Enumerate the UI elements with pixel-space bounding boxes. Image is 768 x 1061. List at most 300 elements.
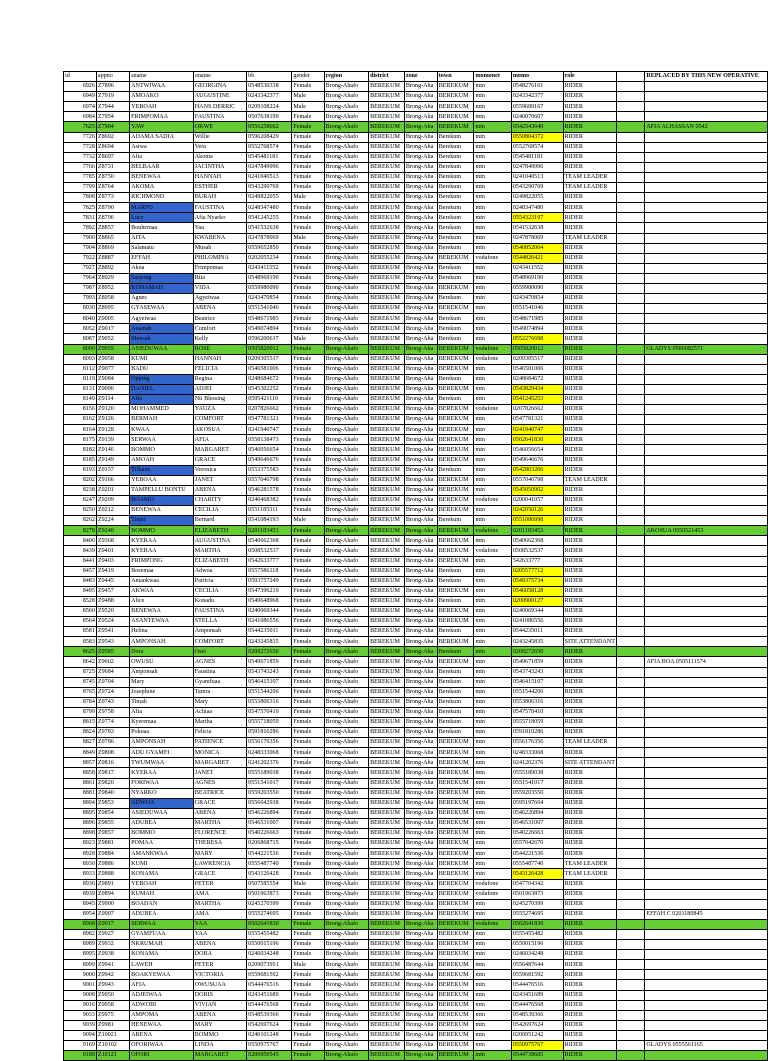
cell-replaced-by [645,788,768,798]
cell-momo: 0544221536 [511,849,563,859]
cell-momonet: mtn [474,92,511,102]
cell-town: BEREKUM [437,1041,474,1051]
cell-bb: 0551541017 [247,778,292,788]
table-row [64,223,768,233]
cell-sname: YEBOAA [130,475,194,485]
cell-region: Brong-Ahafo [324,213,368,223]
cell-replaced-by [645,183,768,193]
cell-gender: Female [292,909,324,919]
cell-id: 8939 [64,889,97,899]
cell-district: BEREKUM [369,687,405,697]
cell-district: BEREKUM [369,495,405,505]
cell-id: 8982 [64,929,97,939]
cell-momo: 0200951242 [511,1030,563,1040]
cell-bb: 0245270399 [247,899,292,909]
cell-region: Brong-Ahafo [324,758,368,768]
cell-sname: Bosemaa [130,566,194,576]
cell-momonet: mtn [474,374,511,384]
cell-replaced-by [645,495,768,505]
cell-appno: Z9853 [96,798,129,808]
cell-momo: 0247878069 [511,233,563,243]
cell-oname: KWABENA [193,233,246,243]
cell-id: 8799 [64,707,97,717]
cell-sname: AMOAH [130,455,194,465]
cell-id: 9008 [64,990,97,1000]
cell-region: Brong-Ahafo [324,546,368,556]
cell-blank [616,687,644,697]
cell-gender: Female [292,1000,324,1010]
cell-replaced-by [645,677,768,687]
cell-town: BEREKUM [437,758,474,768]
cell-id: 8406 [64,536,97,546]
cell-appno: Z9938 [96,950,129,960]
cell-replaced-by [645,435,768,445]
cell-town: BEREKUM [437,495,474,505]
cell-appno: Z9975 [96,1010,129,1020]
table-row [64,395,768,405]
cell-replaced-by [645,990,768,1000]
cell-blank [616,536,644,546]
table-row [64,627,768,637]
cell-appno: Z9786 [96,738,129,748]
cell-blank [616,950,644,960]
cell-id: 8968 [64,919,97,929]
cell-district: BEREKUM [369,344,405,354]
cell-id: 7964 [64,273,97,283]
cell-momonet: mtn [474,627,511,637]
cell-appno: Z9932 [96,940,129,950]
cell-role: TEAM LEADER [563,172,616,182]
cell-id: 8849 [64,748,97,758]
cell-sname: ADWOBI [130,1000,194,1010]
cell-oname: MONICA [193,748,246,758]
table-row [64,263,768,273]
cell-oname: THERESA [193,839,246,849]
cell-blank [616,344,644,354]
cell-region: Brong-Ahafo [324,455,368,465]
cell-region: Brong-Ahafo [324,960,368,970]
cell-district: BEREKUM [369,899,405,909]
table-row [64,768,768,778]
cell-district: BEREKUM [369,829,405,839]
cell-momonet: mtn [474,384,511,394]
cell-momonet: mtn [474,869,511,879]
cell-appno: Z9585 [96,647,129,657]
cell-gender: Female [292,627,324,637]
cell-blank [616,304,644,314]
cell-bb: 0548539366 [247,1010,292,1020]
cell-region: Brong-Ahafo [324,485,368,495]
cell-oname: AUGUSTINA [193,536,246,546]
cell-gender: Female [292,122,324,132]
cell-town: BEREKUM [437,354,474,364]
cell-momo: 0557042670 [511,839,563,849]
cell-zone: Brong-Aha [404,172,437,182]
cell-momo: 0559689167 [511,102,563,112]
cell-id: 8040 [64,314,97,324]
cell-momo: 0546531007 [511,818,563,828]
cell-bb: 0505820012 [247,344,292,354]
cell-gender: Female [292,1051,324,1061]
table-row [64,677,768,687]
cell-sname: Amponsah [130,667,194,677]
cell-momonet: mtn [474,435,511,445]
cell-region: Brong-Ahafo [324,929,368,939]
cell-district: BEREKUM [369,152,405,162]
cell-zone: Brong-Aha [404,738,437,748]
cell-momo: 0208272650 [511,647,563,657]
table-row [64,1000,768,1010]
cell-replaced-by: AKOSUA 0550521453 [645,526,768,536]
cell-zone: Brong-Aha [404,364,437,374]
cell-town: BEREKUM [437,960,474,970]
cell-region: Brong-Ahafo [324,294,368,304]
cell-region: Brong-Ahafo [324,697,368,707]
cell-district: BEREKUM [369,273,405,283]
cell-district: BEREKUM [369,718,405,728]
cell-district: BEREKUM [369,283,405,293]
cell-oname: AMA [193,889,246,899]
cell-momonet: mtn [474,273,511,283]
cell-bb: 0556642938 [247,798,292,808]
cell-region: Brong-Ahafo [324,647,368,657]
cell-role: RIDER [563,707,616,717]
cell-gender: Female [292,667,324,677]
cell-town: BEREKUM [437,1000,474,1010]
cell-zone: Brong-Aha [404,384,437,394]
cell-oname: CECILIA [193,506,246,516]
header-row [64,72,768,82]
cell-momo: 0545481181 [511,152,563,162]
cell-zone: Brong-Aha [404,273,437,283]
cell-bb: 0558138473 [247,435,292,445]
cell-appno: Z8892 [96,263,129,273]
cell-gender: Female [292,546,324,556]
col-header-id: id [64,72,97,82]
cell-bb: 0240101248 [247,1030,292,1040]
cell-sname: NKRUMAH [130,940,194,950]
cell-gender: Female [292,485,324,495]
col-header-district: district [369,72,405,82]
cell-gender: Female [292,950,324,960]
cell-district: BEREKUM [369,1020,405,1030]
cell-district: BEREKUM [369,748,405,758]
cell-replaced-by [645,415,768,425]
cell-bb: 0559652850 [247,243,292,253]
cell-bb: 0550975767 [247,1041,292,1051]
cell-zone: Brong-Aha [404,112,437,122]
cell-sname: AMPONSAH [130,637,194,647]
cell-id: 9000 [64,970,97,980]
cell-momo: 0552768574 [511,142,563,152]
cell-town: Berekum [437,576,474,586]
cell-id: 8441 [64,556,97,566]
cell-oname: LINDA [193,1041,246,1051]
cell-momonet: mtn [474,203,511,213]
cell-gender: Female [292,364,324,374]
cell-id: 7726 [64,132,97,142]
cell-sname: AMOAKO [130,92,194,102]
cell-role: RIDER [563,445,616,455]
cell-town: BEREKUM [437,929,474,939]
cell-gender: Female [292,1020,324,1030]
cell-momonet: mtn [474,707,511,717]
cell-blank [616,637,644,647]
cell-momonet: mtn [474,818,511,828]
cell-sname: ADWOA [130,798,194,808]
cell-role: RIDER [563,586,616,596]
cell-role: RIDER [563,647,616,657]
cell-id: 7993 [64,294,97,304]
cell-bb: 0502641830 [247,919,292,929]
cell-sname: Afia [130,152,194,162]
cell-sname: Mensah [130,334,194,344]
cell-bb: 0207826662 [247,405,292,415]
cell-momonet: vodafone [474,253,511,263]
cell-gender: Female [292,253,324,263]
cell-momonet: vodafone [474,405,511,415]
cell-replaced-by [645,1051,768,1061]
cell-id: 8827 [64,738,97,748]
cell-momo: 0548671985 [511,314,563,324]
cell-region: Brong-Ahafo [324,788,368,798]
cell-gender: Female [292,940,324,950]
cell-id: 8581 [64,627,97,637]
cell-blank [616,1051,644,1061]
cell-gender: Female [292,172,324,182]
cell-blank [616,415,644,425]
cell-gender: Female [292,273,324,283]
cell-zone: Brong-Aha [404,324,437,334]
cell-momo: 0540226663 [511,829,563,839]
cell-role: RIDER [563,354,616,364]
cell-momonet: mtn [474,738,511,748]
cell-bb: 0555718059 [247,718,292,728]
cell-role: RIDER [563,788,616,798]
cell-sname: BOMMO [130,445,194,455]
cell-district: BEREKUM [369,1041,405,1051]
cell-replaced-by [645,889,768,899]
cell-momo: 0200041057 [511,495,563,505]
cell-bb: 0540226663 [247,829,292,839]
cell-zone: Brong-Aha [404,1041,437,1051]
cell-gender: Female [292,183,324,193]
cell-gender: Male [292,233,324,243]
cell-role: RIDER [563,395,616,405]
cell-town: BEREKUM [437,526,474,536]
cell-bb: 0551544206 [247,687,292,697]
cell-role: RIDER [563,728,616,738]
cell-town: BEREKUM [437,546,474,556]
cell-id: 8262 [64,516,97,526]
cell-replaced-by [645,899,768,909]
cell-appno: Z8952 [96,283,129,293]
cell-sname: Alice [130,596,194,606]
cell-zone: Brong-Aha [404,950,437,960]
cell-oname: AUGUSTINE [193,92,246,102]
cell-role: RIDER [563,506,616,516]
cell-region: Brong-Ahafo [324,516,368,526]
table-row [64,122,768,132]
cell-appno: Z9743 [96,697,129,707]
cell-role: RIDER [563,566,616,576]
cell-sname: AKWAA [130,586,194,596]
cell-replaced-by [645,859,768,869]
cell-district: BEREKUM [369,364,405,374]
cell-sname: EFFAH [130,253,194,263]
col-header-appno: appno [96,72,129,82]
table-row [64,1030,768,1040]
cell-district: BEREKUM [369,82,405,92]
cell-momo: 0549375734 [511,576,563,586]
cell-momo: 0595197664 [511,798,563,808]
cell-oname: ABENA [193,808,246,818]
cell-district: BEREKUM [369,960,405,970]
cell-oname: Konadu [193,596,246,606]
cell-gender: Female [292,738,324,748]
cell-replaced-by [645,798,768,808]
cell-town: Berekum [437,273,474,283]
cell-momonet: mtn [474,1041,511,1051]
cell-district: BEREKUM [369,122,405,132]
cell-replaced-by [645,1020,768,1030]
cell-bb: 0247878069 [247,233,292,243]
cell-role: RIDER [563,1020,616,1030]
cell-bb: 0596200617 [247,334,292,344]
cell-zone: Brong-Aha [404,849,437,859]
cell-sname: TWUMWAA [130,758,194,768]
cell-appno: Z9704 [96,677,129,687]
cell-id: 7987 [64,283,97,293]
cell-town: BEREKUM [437,485,474,495]
table-row [64,990,768,1000]
cell-town: BEREKUM [437,778,474,788]
table-row [64,172,768,182]
table-row [64,576,768,586]
cell-role: RIDER [563,889,616,899]
table-row [64,829,768,839]
cell-blank [616,980,644,990]
cell-bb: 0547781321 [247,415,292,425]
cell-region: Brong-Ahafo [324,82,368,92]
cell-town: BEREKUM [437,415,474,425]
table-row [64,283,768,293]
cell-gender: Female [292,425,324,435]
col-header-oname: oname [193,72,246,82]
cell-appno: Z9820 [96,778,129,788]
cell-town: Berekum [437,294,474,304]
cell-momonet: mtn [474,980,511,990]
cell-momonet: mtn [474,1010,511,1020]
cell-sname: ADAMA SADIA [130,132,194,142]
cell-momonet: mtn [474,213,511,223]
cell-zone: Brong-Aha [404,929,437,939]
cell-replaced-by [645,697,768,707]
cell-region: Brong-Ahafo [324,798,368,808]
cell-appno: Z9520 [96,606,129,616]
cell-zone: Brong-Aha [404,606,437,616]
cell-gender: Female [292,506,324,516]
cell-gender: Female [292,617,324,627]
cell-role: RIDER [563,596,616,606]
cell-region: Brong-Ahafo [324,627,368,637]
cell-gender: Female [292,899,324,909]
cell-momonet: mtn [474,788,511,798]
cell-id: 7785 [64,172,97,182]
cell-blank [616,919,644,929]
cell-replaced-by [645,808,768,818]
cell-region: Brong-Ahafo [324,556,368,566]
cell-sname: OFORI [130,1051,194,1061]
cell-role: RIDER [563,193,616,203]
cell-district: BEREKUM [369,546,405,556]
cell-momonet: mtn [474,829,511,839]
cell-replaced-by [645,82,768,92]
cell-district: BEREKUM [369,738,405,748]
cell-sname: BOAKYEWAA [130,970,194,980]
cell-appno: Z10021 [96,1030,129,1040]
cell-zone: Brong-Aha [404,213,437,223]
cell-blank [616,455,644,465]
cell-blank [616,606,644,616]
cell-sname: KUMI [130,354,194,364]
cell-role: RIDER [563,82,616,92]
cell-district: BEREKUM [369,465,405,475]
cell-replaced-by [645,152,768,162]
cell-momo: 0547781321 [511,415,563,425]
cell-oname: BOMMO [193,1030,246,1040]
cell-bb: 0553375583 [247,465,292,475]
cell-town: Berekum [437,193,474,203]
cell-town: BEREKUM [437,859,474,869]
cell-momonet: mtn [474,990,511,1000]
cell-blank [616,748,644,758]
cell-region: Brong-Ahafo [324,536,368,546]
cell-appno: Z7919 [96,92,129,102]
cell-momo: 0243451689 [511,990,563,1000]
cell-gender: Female [292,889,324,899]
cell-town: Berekum [437,324,474,334]
cell-appno: Z9941 [96,960,129,970]
cell-role: RIDER [563,304,616,314]
cell-replaced-by [645,637,768,647]
cell-region: Brong-Ahafo [324,879,368,889]
cell-zone: Brong-Aha [404,980,437,990]
cell-appno: Z8869 [96,243,129,253]
cell-replaced-by [645,1000,768,1010]
cell-role: RIDER [563,324,616,334]
cell-momonet: mtn [474,758,511,768]
cell-momo: 0207826662 [511,405,563,415]
cell-zone: Brong-Aha [404,818,437,828]
cell-blank [616,405,644,415]
cell-id: 8930 [64,859,97,869]
cell-zone: Brong-Aha [404,556,437,566]
cell-momo: 0245270399 [511,899,563,909]
cell-momonet: mtn [474,1000,511,1010]
cell-appno: Z9224 [96,516,129,526]
cell-district: BEREKUM [369,223,405,233]
cell-blank [616,283,644,293]
cell-gender: Female [292,536,324,546]
cell-replaced-by [645,1030,768,1040]
cell-zone: Brong-Aha [404,1051,437,1061]
cell-blank [616,294,644,304]
cell-gender: Female [292,314,324,324]
cell-blank [616,576,644,586]
cell-bb: 0248684672 [247,374,292,384]
cell-district: BEREKUM [369,909,405,919]
